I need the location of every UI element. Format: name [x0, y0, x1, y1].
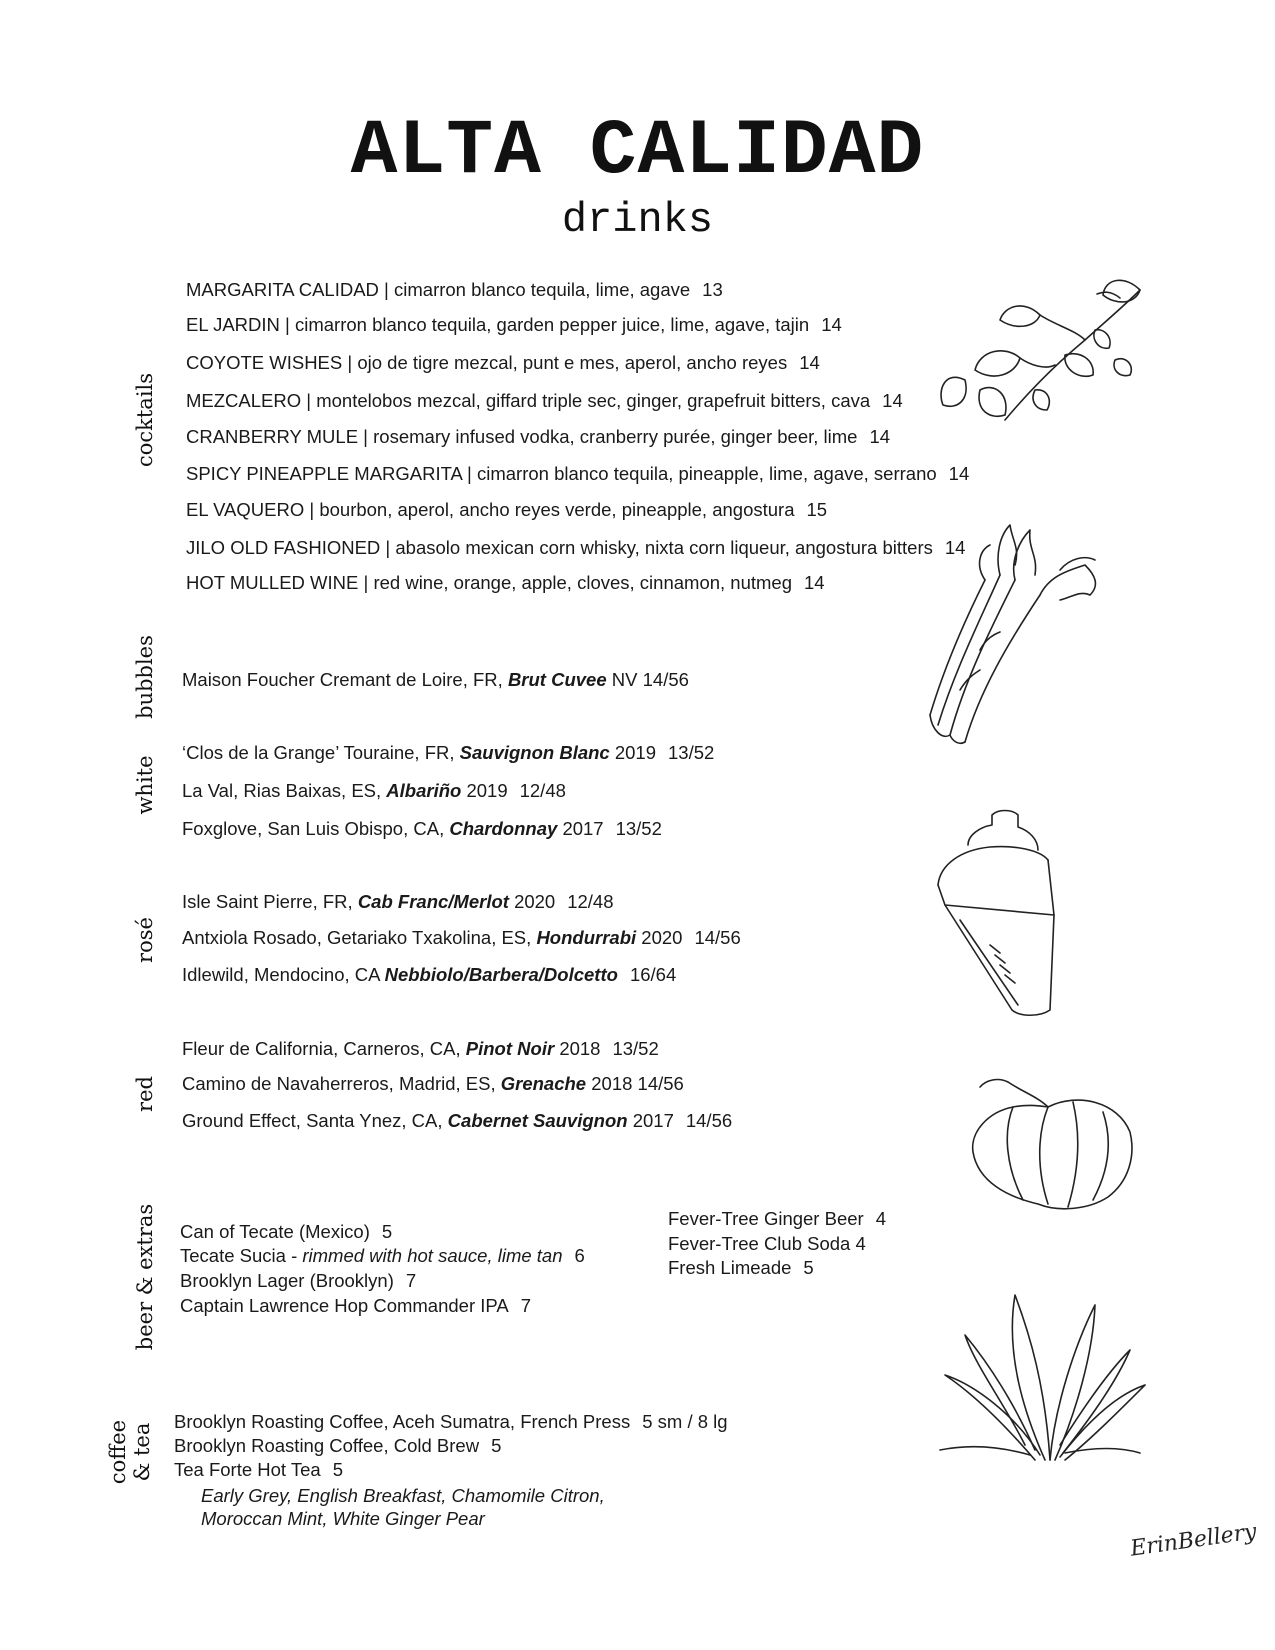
- cocktail-desc: abasolo mexican corn whisky, nixta corn liqueur, angostura bitters: [395, 537, 933, 558]
- section-label-rose: rosé: [133, 917, 157, 963]
- cocktail-name: HOT MULLED WINE: [186, 572, 359, 593]
- cocktail-item: EL JARDIN | cimarron blanco tequila, garden pepper juice, lime, agave, tajin 14: [186, 314, 842, 335]
- cocktail-price: 14: [944, 537, 966, 558]
- cocktail-name: JILO OLD FASHIONED: [186, 537, 381, 558]
- cocktail-name: CRANBERRY MULE: [186, 426, 359, 447]
- page-subtitle: drinks: [561, 196, 714, 244]
- beer-price: 7: [405, 1270, 417, 1291]
- wine-varietal: Sauvignon Blanc: [459, 742, 610, 763]
- cocktail-item: SPICY PINEAPPLE MARGARITA | cimarron blanco tequila, pineapple, lime, agave, serrano 14: [186, 463, 970, 484]
- wine-origin: Foxglove, San Luis Obispo, CA,: [182, 818, 445, 839]
- wine-origin: Idlewild, Mendocino, CA: [182, 964, 380, 985]
- wine-origin: Isle Saint Pierre, FR,: [182, 891, 353, 912]
- cocktail-shaker-icon: [930, 805, 1075, 1020]
- wine-item: [182, 1038, 659, 1060]
- cocktail-price: 14: [882, 390, 903, 411]
- beer-item: [180, 1221, 392, 1243]
- beer-price: 6: [574, 1245, 585, 1266]
- coffee-item: [174, 1435, 501, 1457]
- cocktail-desc: bourbon, aperol, ancho reyes verde, pineapple, angostura: [319, 499, 795, 520]
- wine-price: 16/64: [629, 964, 677, 985]
- wine-item: [182, 964, 676, 986]
- cocktail-desc: ojo de tigre mezcal, punt e mes, aperol, ancho reyes: [357, 352, 788, 373]
- page-title: ALTA CALIDAD: [350, 108, 925, 196]
- agave-icon: [935, 1275, 1150, 1465]
- section-label-cocktails: cocktails: [133, 372, 157, 468]
- tea-flavors: Early Grey, English Breakfast, Chamomile Citron,: [201, 1485, 605, 1506]
- wine-item: [182, 818, 662, 840]
- celery-icon: [920, 520, 1110, 750]
- beer-item: [180, 1295, 531, 1317]
- wine-item: [182, 669, 689, 691]
- beer-item: [180, 1245, 585, 1267]
- coffee-price: 5 sm / 8 lg: [642, 1411, 728, 1432]
- coffee-price: 5: [332, 1459, 344, 1480]
- wine-price: 14/56: [637, 1073, 684, 1094]
- wine-item: [182, 1110, 732, 1132]
- wine-vintage: 2019: [614, 742, 657, 763]
- cocktail-item: COYOTE WISHES | ojo de tigre mezcal, punt e mes, aperol, ancho reyes 14: [186, 352, 820, 373]
- section-label-coffee: [106, 1420, 154, 1484]
- extra-text: Fever-Tree Club Soda: [668, 1233, 851, 1254]
- cocktail-desc: red wine, orange, apple, cloves, cinnamon, nutmeg: [373, 572, 793, 593]
- wine-vintage: 2018: [559, 1038, 601, 1059]
- cocktail-desc: rosemary infused vodka, cranberry purée, ginger beer, lime: [373, 426, 858, 447]
- beer-price: 7: [520, 1295, 532, 1316]
- beer-text: Brooklyn Lager (Brooklyn): [180, 1270, 394, 1291]
- extra-text: Fever-Tree Ginger Beer: [668, 1208, 864, 1229]
- beer-price: 5: [381, 1221, 393, 1242]
- cocktail-desc: cimarron blanco tequila, pineapple, lime, agave, serrano: [476, 463, 937, 484]
- coffee-text: Tea Forte Hot Tea: [174, 1459, 321, 1480]
- wine-price: 13/52: [615, 818, 662, 839]
- cocktail-price: 14: [799, 352, 820, 373]
- coffee-text: Brooklyn Roasting Coffee, Cold Brew: [174, 1435, 480, 1456]
- cocktail-name: EL VAQUERO: [186, 499, 305, 520]
- extra-price: 4: [875, 1208, 886, 1229]
- cocktail-price: 14: [821, 314, 842, 335]
- cocktail-desc: montelobos mezcal, giffard triple sec, ginger, grapefruit bitters, cava: [316, 390, 871, 411]
- cocktail-item: MEZCALERO | montelobos mezcal, giffard triple sec, ginger, grapefruit bitters, cava 14: [186, 390, 903, 411]
- wine-varietal: Nebbiolo/Barbera/Dolcetto: [384, 964, 618, 985]
- wine-varietal: Cabernet Sauvignon: [447, 1110, 628, 1131]
- wine-vintage: 2020: [641, 927, 683, 948]
- section-label-coffee-line2: & tea: [130, 1422, 154, 1482]
- wine-varietal: Pinot Noir: [465, 1038, 555, 1059]
- extra-price: 4: [855, 1233, 866, 1254]
- wine-vintage: 2020: [514, 891, 556, 912]
- extra-item: [668, 1208, 886, 1230]
- cocktail-item: HOT MULLED WINE | red wine, orange, apple, cloves, cinnamon, nutmeg 14: [186, 572, 825, 593]
- cocktail-name: EL JARDIN: [186, 314, 280, 335]
- wine-origin: La Val, Rias Baixas, ES,: [182, 780, 382, 801]
- wine-price: 14/56: [694, 927, 741, 948]
- beer-text: Tecate Sucia -: [180, 1245, 298, 1266]
- wine-vintage: 2017: [562, 818, 604, 839]
- coffee-item: [174, 1459, 343, 1481]
- wine-item: [182, 891, 614, 913]
- extra-item: [668, 1233, 866, 1255]
- coffee-price: 5: [491, 1435, 502, 1456]
- beer-text: Can of Tecate (Mexico): [180, 1221, 370, 1242]
- wine-varietal: Hondurrabi: [536, 927, 637, 948]
- wine-varietal: Cab Franc/Merlot: [357, 891, 509, 912]
- wine-vintage: 2019: [466, 780, 508, 801]
- wine-vintage: NV: [611, 669, 638, 690]
- section-label-bubbles: bubbles: [133, 635, 157, 719]
- extra-text: Fresh Limeade: [668, 1257, 792, 1278]
- section-label-white: white: [133, 755, 157, 815]
- wine-varietal: Chardonnay: [449, 818, 558, 839]
- wine-price: 12/48: [519, 780, 566, 801]
- section-label-coffee-line1: coffee: [106, 1419, 130, 1485]
- cocktail-name: SPICY PINEAPPLE MARGARITA: [186, 463, 462, 484]
- wine-price: 12/48: [567, 891, 614, 912]
- coffee-item: [174, 1411, 728, 1433]
- extra-price: 5: [803, 1257, 814, 1278]
- cocktail-price: 14: [869, 426, 891, 447]
- wine-origin: Camino de Navaherreros, Madrid, ES,: [182, 1073, 496, 1094]
- cocktail-name: MARGARITA CALIDAD: [186, 279, 379, 300]
- cocktail-item: JILO OLD FASHIONED | abasolo mexican corn whisky, nixta corn liqueur, angostura bitters 14: [186, 537, 966, 558]
- wine-item: [182, 780, 566, 802]
- wine-price: 13/52: [668, 742, 715, 763]
- wine-price: 14/56: [685, 1110, 733, 1131]
- wine-origin: Maison Foucher Cremant de Loire, FR,: [182, 669, 503, 690]
- cocktail-price: 13: [702, 279, 723, 300]
- section-label-beer: beer & extras: [133, 1203, 157, 1351]
- wine-origin: ‘Clos de la Grange’ Touraine, FR,: [182, 742, 455, 763]
- coffee-text: Brooklyn Roasting Coffee, Aceh Sumatra, French Press: [174, 1411, 631, 1432]
- wine-origin: Fleur de California, Carneros, CA,: [182, 1038, 461, 1059]
- wine-price: 13/52: [612, 1038, 659, 1059]
- cocktail-price: 15: [806, 499, 828, 520]
- beer-note: rimmed with hot sauce, lime tan: [302, 1245, 563, 1266]
- wine-varietal: Albariño: [386, 780, 462, 801]
- wine-vintage: 2018: [591, 1073, 633, 1094]
- cocktail-price: 14: [804, 572, 825, 593]
- pepper-icon: [968, 1072, 1138, 1212]
- beer-text: Captain Lawrence Hop Commander IPA: [180, 1295, 509, 1316]
- cocktail-item: MARGARITA CALIDAD | cimarron blanco tequila, lime, agave 13: [186, 279, 723, 300]
- physalis-branch-icon: [935, 270, 1155, 425]
- wine-price: 14/56: [642, 669, 689, 690]
- cocktail-name: COYOTE WISHES: [186, 352, 343, 373]
- wine-origin: Ground Effect, Santa Ynez, CA,: [182, 1110, 443, 1131]
- wine-vintage: 2017: [632, 1110, 674, 1131]
- tea-flavors: Moroccan Mint, White Ginger Pear: [201, 1508, 485, 1529]
- wine-item: [182, 1073, 684, 1095]
- cocktail-name: MEZCALERO: [186, 390, 302, 411]
- wine-item: [182, 742, 714, 764]
- cocktail-desc: cimarron blanco tequila, lime, agave: [394, 279, 691, 300]
- extra-item: [668, 1257, 814, 1279]
- wine-varietal: Brut Cuvee: [507, 669, 607, 690]
- section-label-red: red: [133, 1076, 157, 1112]
- cocktail-price: 14: [948, 463, 970, 484]
- wine-origin: Antxiola Rosado, Getariako Txakolina, ES,: [182, 927, 532, 948]
- cocktail-item: CRANBERRY MULE | rosemary infused vodka, cranberry purée, ginger beer, lime 14: [186, 426, 891, 447]
- cocktail-desc: cimarron blanco tequila, garden pepper juice, lime, agave, tajin: [295, 314, 810, 335]
- beer-item: [180, 1270, 416, 1292]
- wine-item: [182, 927, 741, 949]
- artist-signature: ErinBellery: [1128, 1519, 1259, 1562]
- wine-varietal: Grenache: [500, 1073, 587, 1094]
- cocktail-item: EL VAQUERO | bourbon, aperol, ancho reyes verde, pineapple, angostura 15: [186, 499, 828, 520]
